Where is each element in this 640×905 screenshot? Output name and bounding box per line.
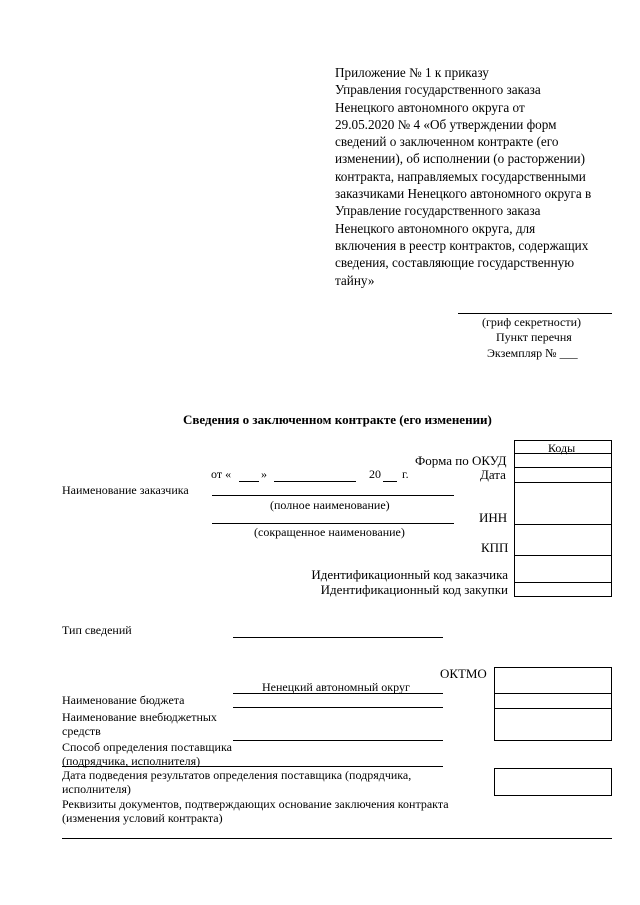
supplier-method-line[interactable]: [62, 766, 443, 767]
purchase-id-label: Идентификационный код закупки: [320, 582, 508, 597]
list-item-number: Пункт перечня: [496, 330, 572, 344]
documents-label: Реквизиты документов, подтверждающих основание заключения контракта: [62, 797, 449, 811]
budget-line[interactable]: [233, 707, 443, 708]
date-label: Дата: [480, 467, 506, 482]
codes-row-divider: [514, 467, 612, 468]
form-title: Сведения о заключенном контракте (его изменении): [183, 412, 492, 427]
copy-number: Экземпляр № ___: [487, 346, 578, 360]
appendix-line: сведения, составляющие государственную: [335, 255, 575, 271]
results-date-label-cont: исполнителя): [62, 782, 131, 796]
appendix-line: заказчиками Ненецкого автономного округа в: [335, 186, 592, 202]
extrabudget-label-cont: средств: [62, 724, 101, 738]
documents-line[interactable]: [62, 838, 612, 839]
appendix-line: Ненецкого автономного округа, для: [335, 220, 536, 236]
supplier-method-label-cont: (подрядчика, исполнителя): [62, 754, 201, 768]
results-date-label: Дата подведения результатов определения поставщика (подрядчика,: [62, 768, 412, 782]
appendix-line: Приложение № 1 к приказу: [335, 65, 489, 80]
codes-row-divider: [514, 524, 612, 525]
short-name-caption: (сокращенное наименование): [254, 525, 405, 539]
secrecy-caption: (гриф секретности): [482, 315, 582, 329]
oktmo-label: ОКТМО: [440, 666, 487, 681]
oktmo-row-divider: [494, 708, 612, 709]
date-year-suffix: г.: [402, 467, 409, 481]
appendix-line: Управления государственного заказа: [335, 82, 541, 98]
budget-value: Ненецкий автономный округ: [262, 680, 410, 694]
extrabudget-line[interactable]: [233, 740, 443, 741]
codes-header: Коды: [548, 441, 576, 455]
appendix-line: изменении), об исполнении (о расторжении): [335, 151, 586, 167]
codes-row-divider: [514, 453, 612, 454]
customer-short-name-line[interactable]: [212, 523, 454, 524]
appendix-line: тайну»: [335, 272, 375, 288]
info-type-label: Тип сведений: [62, 623, 132, 637]
secrecy-line: [458, 313, 612, 314]
oktmo-box: [494, 667, 612, 741]
date-year-prefix: 20: [369, 467, 381, 481]
info-type-line[interactable]: [233, 637, 443, 638]
date-day-line[interactable]: [239, 481, 259, 482]
documents-label-cont: (изменения условий контракта): [62, 811, 223, 825]
okud-label: Форма по ОКУД: [415, 453, 507, 468]
supplier-method-label: Способ определения поставщика: [62, 740, 232, 754]
codes-row-divider: [514, 555, 612, 556]
customer-label: Наименование заказчика: [62, 483, 189, 497]
codes-row-divider: [514, 582, 612, 583]
codes-row-divider: [514, 482, 612, 483]
inn-label: ИНН: [479, 510, 508, 525]
customer-full-name-line[interactable]: [212, 495, 454, 496]
extrabudget-label: Наименование внебюджетных: [62, 710, 217, 724]
oktmo-row-divider: [494, 693, 612, 694]
kpp-label: КПП: [481, 540, 509, 555]
date-from-mid: »: [261, 467, 267, 481]
customer-id-label: Идентификационный код заказчика: [311, 567, 508, 582]
appendix-line: сведений о заключенном контракте (его: [335, 134, 559, 150]
date-from-prefix: от «: [211, 467, 232, 481]
appendix-line: включения в реестр контрактов, содержащих: [335, 237, 589, 253]
appendix-line: 29.05.2020 № 4 «Об утверждении форм: [335, 116, 557, 132]
appendix-line: Ненецкого автономного округа от: [335, 99, 525, 115]
results-date-box: [494, 768, 612, 796]
budget-value-line[interactable]: [233, 693, 443, 694]
full-name-caption: (полное наименование): [270, 498, 390, 512]
appendix-line: контракта, направляемых государственными: [335, 168, 586, 184]
budget-label: Наименование бюджета: [62, 693, 185, 707]
codes-table: [514, 440, 612, 597]
date-month-line[interactable]: [274, 481, 356, 482]
date-year-line[interactable]: [383, 481, 397, 482]
appendix-line: Управление государственного заказа: [335, 203, 541, 219]
appendix-block: [335, 64, 625, 289]
